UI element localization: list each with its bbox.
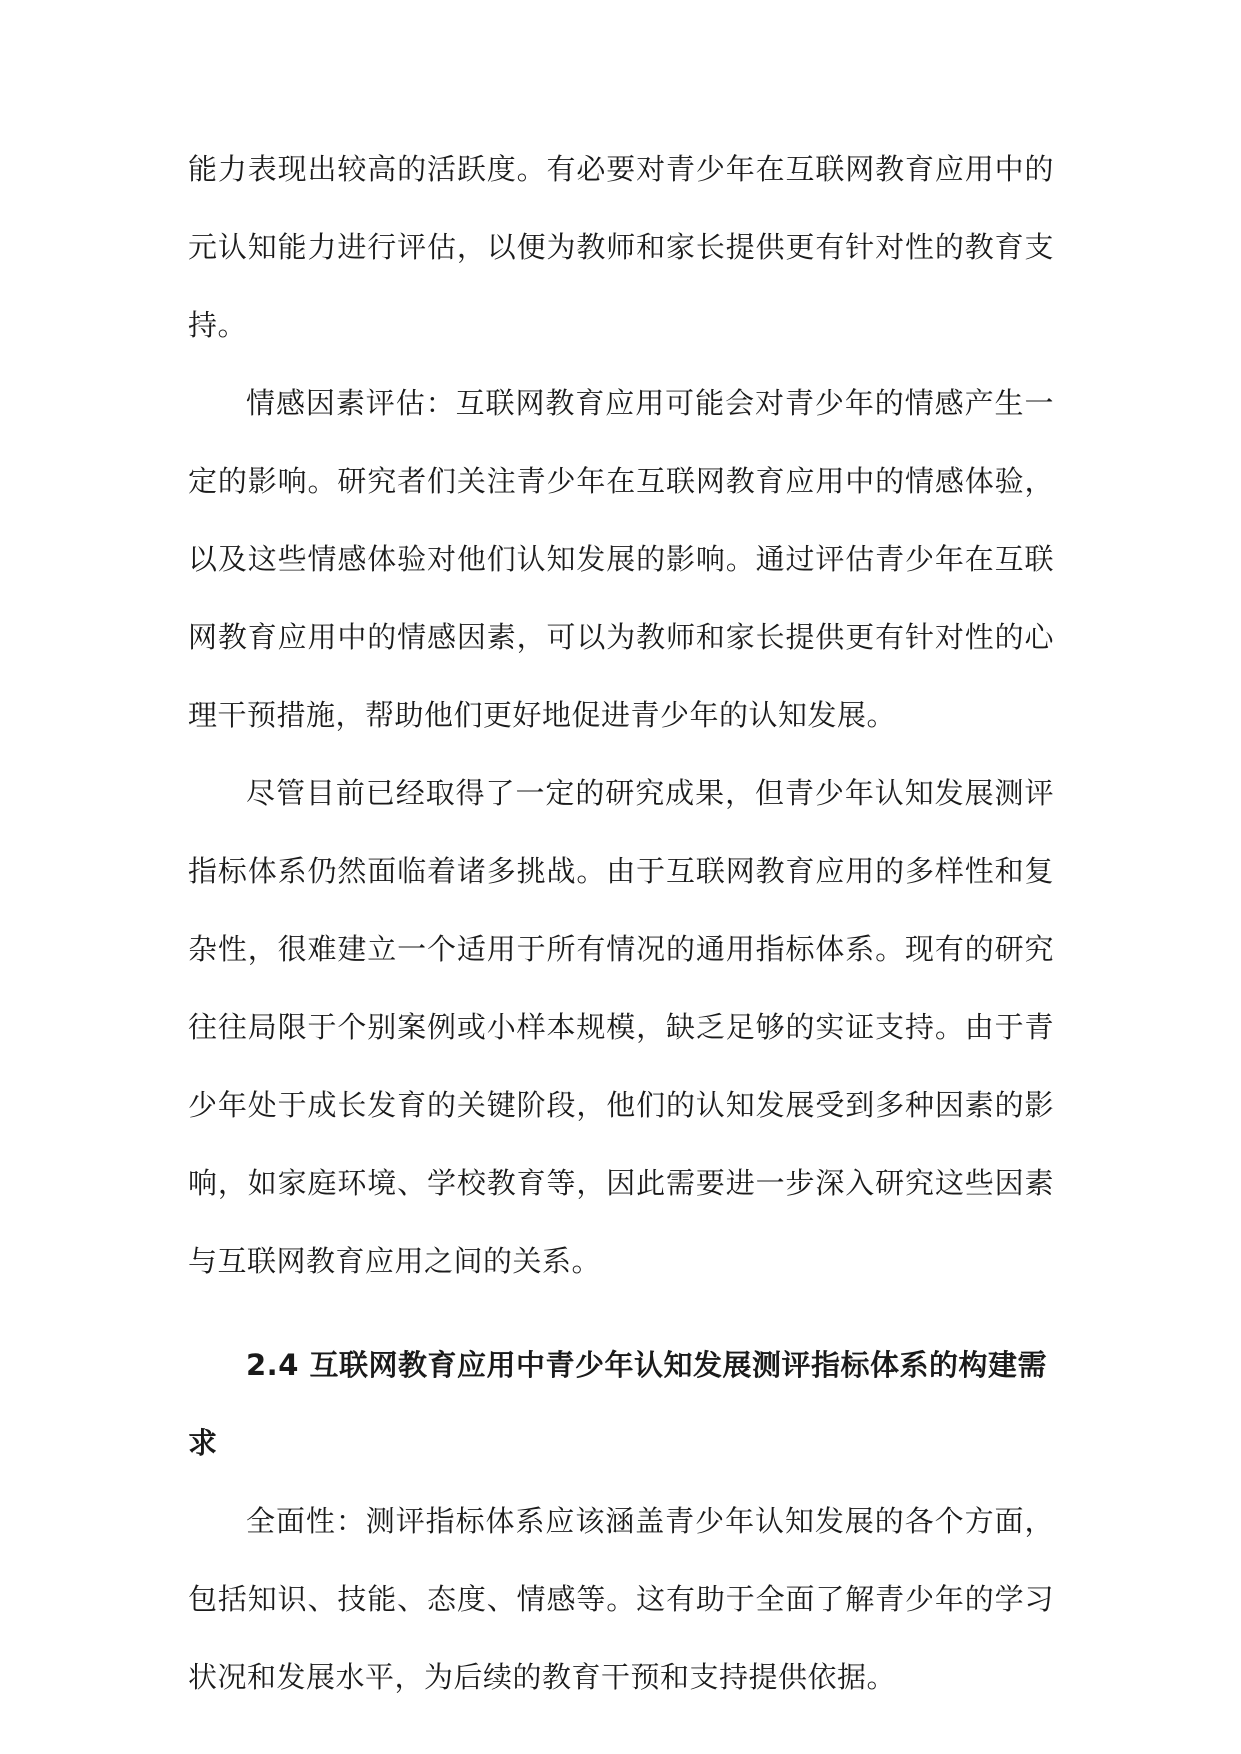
paragraph-comprehensiveness: 全面性：测评指标体系应该涵盖青少年认知发展的各个方面，包括知识、技能、态度、情感等。这有助于全面了解青少年的学习状况和发展水平，为后续的教育干预和支持提供依据。 bbox=[188, 1504, 1054, 1694]
paragraph-emotional-factors: 情感因素评估：互联网教育应用可能会对青少年的情感产生一定的影响。研究者们关注青少年在互联网教育应用中的情感体验，以及这些情感体验对他们认知发展的影响。通过评估青少年在互联网教育应用中的情感因素，可以为教师和家长提供更有针对性的心理干预措施，帮助他们更好地促进青少年的认知发展。 bbox=[188, 386, 1054, 732]
paragraph-challenges: 尽管目前已经取得了一定的研究成果，但青少年认知发展测评指标体系仍然面临着诸多挑战。由于互联网教育应用的多样性和复杂性，很难建立一个适用于所有情况的通用指标体系。现有的研究往往局限于个别案例或小样本规模，缺乏足够的实证支持。由于青少年处于成长发育的关键阶段，他们的认知发展受到多种因素的影响，如家庭环境、学校教育等，因此需要进一步深入研究这些因素与互联网教育应用之间的关系。 bbox=[188, 776, 1054, 1278]
text-column bbox=[188, 130, 1054, 1716]
section-heading: 2.4 互联网教育应用中青少年认知发展测评指标体系的构建需求 bbox=[188, 1348, 1047, 1460]
paragraph-continuation: 能力表现出较高的活跃度。有必要对青少年在互联网教育应用中的元认知能力进行评估，以便为教师和家长提供更有针对性的教育支持。 bbox=[188, 152, 1054, 342]
